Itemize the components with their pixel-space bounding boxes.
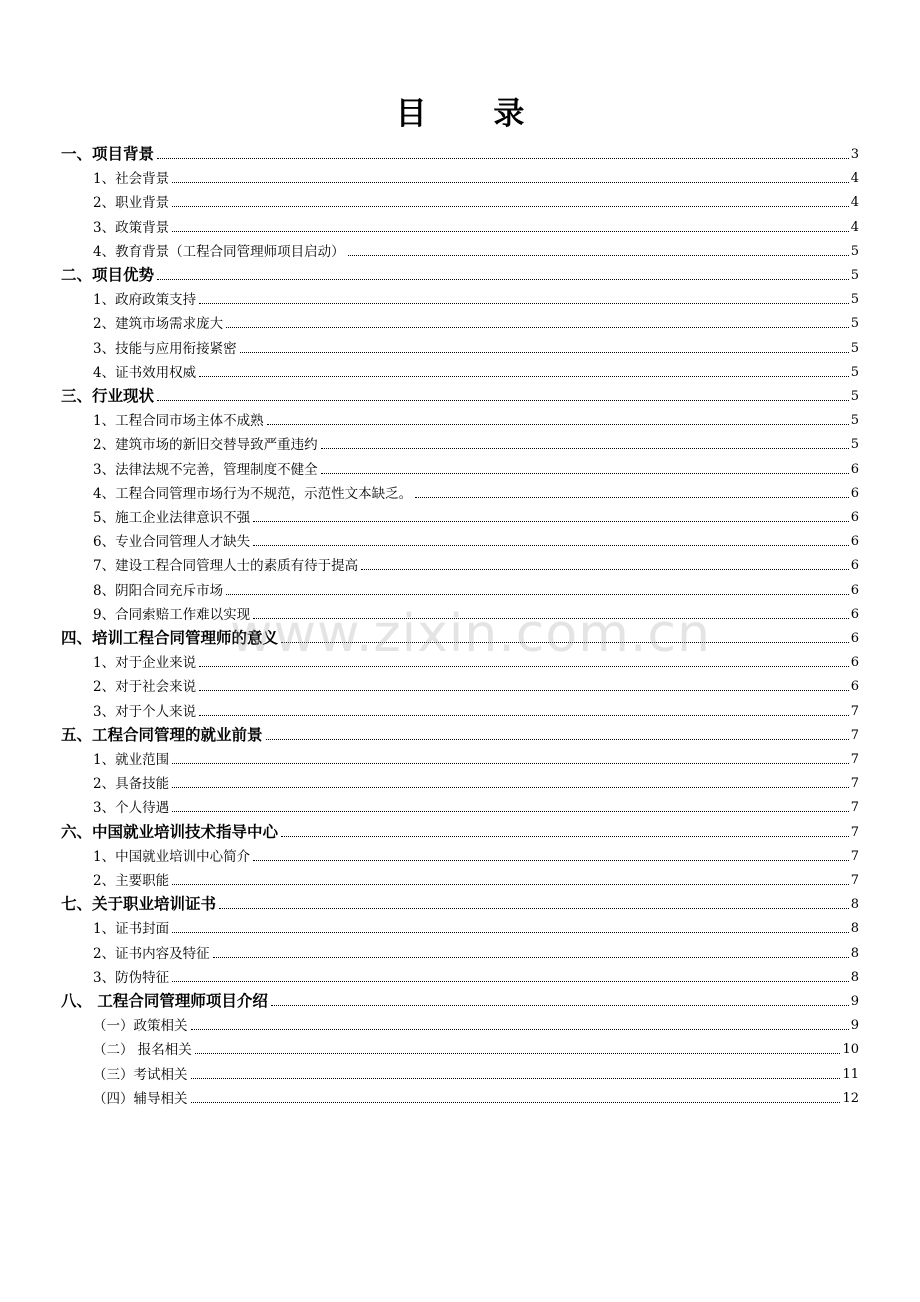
toc-page-number: 5 (850, 243, 859, 259)
toc-page-number: 5 (850, 340, 859, 356)
toc-entry-title: 3、个人待遇 (93, 800, 170, 817)
toc-section-entry[interactable] (61, 723, 859, 745)
toc-dot-leader (253, 520, 849, 522)
toc-dot-leader (199, 375, 849, 377)
toc-page-number: 3 (850, 147, 859, 162)
toc-page-number: 6 (850, 606, 859, 622)
toc-page-number: 6 (850, 655, 859, 671)
toc-entry-title: 三、行业现状 (61, 387, 155, 405)
toc-subsection-entry[interactable] (93, 529, 859, 551)
toc-entry-title: 八、 工程合同管理师项目介绍 (61, 992, 268, 1010)
toc-entry-title: 3、对于个人来说 (93, 703, 197, 720)
toc-entry-title: 4、工程合同管理市场行为不规范，示范性文本缺乏。 (93, 485, 413, 502)
toc-page-number: 7 (850, 873, 859, 888)
toc-subsection-entry[interactable] (93, 602, 859, 624)
watermark: www.zixin.com.cn (230, 604, 711, 664)
toc-page-number: 7 (850, 752, 859, 767)
toc-dot-leader (199, 689, 849, 691)
toc-entry-title: 2、对于社会来说 (93, 679, 197, 696)
toc-entry-title: （四）辅导相关 (93, 1090, 188, 1107)
toc-entry-title: 3、防伪特征 (93, 969, 170, 986)
toc-page-number: 5 (850, 437, 859, 453)
toc-dot-leader (157, 399, 849, 401)
toc-page-number: 12 (842, 1090, 859, 1106)
toc-page-number: 8 (850, 969, 859, 985)
toc-subsection-entry[interactable] (93, 287, 859, 309)
toc-page-number: 4 (850, 171, 859, 187)
toc-page-number: 9 (850, 1018, 859, 1034)
toc-entry-title: 五、工程合同管理的就业前景 (61, 725, 263, 744)
toc-entry-title: 1、政府政策支持 (93, 292, 197, 309)
toc-dot-leader (172, 181, 849, 183)
toc-dot-leader (172, 230, 849, 232)
toc-page-number: 7 (850, 800, 859, 816)
toc-page-number: 4 (850, 195, 859, 211)
toc-page-number: 8 (850, 897, 859, 913)
toc-subsection-entry[interactable] (93, 1013, 859, 1035)
toc-dot-leader (191, 1101, 841, 1103)
toc-section-entry[interactable] (61, 892, 859, 914)
toc-subsection-entry[interactable] (93, 965, 859, 987)
toc-subsection-entry[interactable] (93, 553, 859, 575)
toc-dot-leader (267, 423, 849, 425)
toc-dot-leader (226, 326, 849, 328)
toc-entry-title: 1、证书封面 (93, 921, 170, 938)
toc-section-entry[interactable] (61, 989, 859, 1011)
toc-section-entry[interactable] (61, 263, 859, 285)
toc-page-number: 6 (850, 510, 859, 525)
toc-page-number: 5 (850, 364, 859, 380)
toc-subsection-entry[interactable] (93, 699, 859, 721)
toc-entry-title: 2、职业背景 (93, 195, 170, 212)
toc-entry-title: 8、阴阳合同充斥市场 (93, 582, 224, 599)
toc-subsection-entry[interactable] (93, 408, 859, 430)
toc-entry-title: 3、法律法规不完善，管理制度不健全 (93, 461, 318, 478)
toc-page-number: 5 (850, 389, 859, 404)
toc-page-number: 6 (850, 631, 859, 646)
toc-page-number: 7 (850, 727, 859, 743)
toc-page-number: 11 (842, 1066, 859, 1082)
toc-entry-title: 四、培训工程合同管理师的意义 (61, 629, 279, 647)
toc-entry-title: （三）考试相关 (93, 1066, 188, 1083)
toc-entry-title: 1、对于企业来说 (93, 655, 197, 672)
toc-page-number: 5 (850, 413, 859, 429)
toc-subsection-entry[interactable] (93, 481, 859, 503)
toc-dot-leader (172, 810, 849, 812)
toc-entry-title: 2、建筑市场的新旧交替导致严重违约 (93, 437, 318, 454)
toc-dot-leader (253, 859, 849, 861)
toc-page-number: 7 (850, 703, 859, 719)
toc-page-number: 6 (850, 534, 859, 550)
toc-subsection-entry[interactable] (93, 844, 859, 866)
toc-subsection-entry[interactable] (93, 795, 859, 817)
toc-subsection-entry[interactable] (93, 239, 859, 261)
toc-dot-leader (195, 1052, 841, 1054)
toc-subsection-entry[interactable] (93, 578, 859, 600)
toc-subsection-entry[interactable] (93, 166, 859, 188)
toc-subsection-entry[interactable] (93, 505, 859, 527)
toc-dot-leader (226, 593, 849, 595)
toc-dot-leader (172, 205, 849, 207)
toc-subsection-entry[interactable] (93, 674, 859, 696)
toc-page-number: 6 (850, 582, 859, 598)
toc-section-entry[interactable] (61, 142, 859, 164)
toc-entry-title: 4、证书效用权威 (93, 364, 197, 381)
toc-page-number: 5 (850, 292, 859, 308)
toc-dot-leader (348, 254, 849, 256)
toc-page-number: 7 (850, 776, 859, 792)
page-title: 目 录 (395, 96, 553, 132)
toc-section-entry[interactable] (61, 384, 859, 406)
toc-entry-title: 4、教育背景（工程合同管理师项目启动） (93, 243, 345, 260)
toc-dot-leader (199, 302, 849, 304)
toc-dot-leader (266, 738, 849, 740)
toc-entry-title: 2、主要职能 (93, 873, 170, 889)
toc-subsection-entry[interactable] (93, 868, 859, 890)
toc-page-number: 6 (850, 558, 859, 574)
toc-subsection-entry[interactable] (93, 916, 859, 938)
toc-dot-leader (199, 714, 849, 716)
toc-dot-leader (321, 447, 849, 449)
toc-page-number: 5 (850, 316, 859, 332)
toc-subsection-entry[interactable] (93, 1086, 859, 1108)
toc-entry-title: 5、施工企业法律意识不强 (93, 510, 251, 526)
toc-subsection-entry[interactable] (93, 771, 859, 793)
toc-dot-leader (219, 907, 849, 909)
toc-entry-title: 2、证书内容及特征 (93, 945, 210, 962)
toc-page-number: 4 (850, 219, 859, 235)
toc-entry-title: 1、工程合同市场主体不成熟 (93, 413, 264, 430)
toc-entry-title: 3、技能与应用衔接紧密 (93, 340, 237, 357)
toc-subsection-entry[interactable] (93, 336, 859, 358)
toc-dot-leader (415, 496, 849, 498)
toc-page-number: 10 (842, 1042, 859, 1058)
toc-dot-leader (281, 835, 849, 837)
toc-entry-title: （一）政策相关 (93, 1018, 188, 1035)
toc-page-number: 7 (850, 824, 859, 840)
toc-section-entry[interactable] (61, 820, 859, 842)
toc-entry-title: 3、政策背景 (93, 219, 170, 236)
toc-entry-title: 1、中国就业培训中心简介 (93, 848, 251, 865)
toc-entry-title: （二） 报名相关 (93, 1042, 192, 1059)
toc-subsection-entry[interactable] (93, 457, 859, 479)
toc-dot-leader (191, 1077, 841, 1079)
toc-entry-title: 6、专业合同管理人才缺失 (93, 534, 251, 551)
toc-subsection-entry[interactable] (93, 432, 859, 454)
toc-entry-title: 1、就业范围 (93, 752, 170, 768)
toc-section-entry[interactable] (61, 626, 859, 648)
toc-page-number: 6 (850, 679, 859, 695)
toc-page-number: 6 (850, 461, 859, 477)
toc-subsection-entry[interactable] (93, 1037, 859, 1059)
toc-dot-leader (191, 1028, 849, 1030)
toc-subsection-entry[interactable] (93, 1062, 859, 1084)
toc-entry-title: 六、中国就业培训技术指导中心 (61, 822, 279, 841)
toc-dot-leader (213, 956, 849, 958)
toc-dot-leader (172, 883, 849, 885)
toc-subsection-entry[interactable] (93, 215, 859, 237)
toc-entry-title: 2、建筑市场需求庞大 (93, 316, 224, 333)
toc-dot-leader (199, 665, 849, 667)
toc-entry-title: 一、项目背景 (61, 145, 155, 163)
toc-subsection-entry[interactable] (93, 190, 859, 212)
toc-entry-title: 2、具备技能 (93, 776, 170, 793)
toc-dot-leader (361, 568, 849, 570)
toc-entry-title: 二、项目优势 (61, 266, 155, 284)
toc-entry-title: 1、社会背景 (93, 171, 170, 188)
toc-entry-title: 7、建设工程合同管理人士的素质有待于提高 (93, 558, 359, 575)
toc-dot-leader (172, 980, 849, 982)
toc-page-number: 6 (850, 485, 859, 501)
toc-dot-leader (253, 544, 849, 546)
toc-entry-title: 9、合同索赔工作难以实现 (93, 606, 251, 623)
toc-page-number: 8 (850, 921, 859, 937)
toc-dot-leader (172, 931, 849, 933)
toc-dot-leader (240, 351, 849, 353)
toc-subsection-entry[interactable] (93, 360, 859, 382)
toc-page-number: 7 (850, 848, 859, 864)
toc-dot-leader (157, 278, 849, 280)
toc-dot-leader (172, 762, 849, 764)
toc-page-number: 8 (850, 945, 859, 961)
toc-subsection-entry[interactable] (93, 941, 859, 963)
toc-dot-leader (321, 472, 849, 474)
toc-page-number: 9 (850, 994, 859, 1009)
toc-subsection-entry[interactable] (93, 747, 859, 769)
toc-dot-leader (271, 1004, 849, 1006)
toc-subsection-entry[interactable] (93, 650, 859, 672)
toc-page-number: 5 (850, 268, 859, 283)
toc-dot-leader (157, 157, 849, 159)
toc-dot-leader (172, 786, 849, 788)
toc-dot-leader (281, 641, 849, 643)
toc-dot-leader (253, 617, 849, 619)
toc-entry-title: 七、关于职业培训证书 (61, 895, 217, 914)
toc-subsection-entry[interactable] (93, 311, 859, 333)
